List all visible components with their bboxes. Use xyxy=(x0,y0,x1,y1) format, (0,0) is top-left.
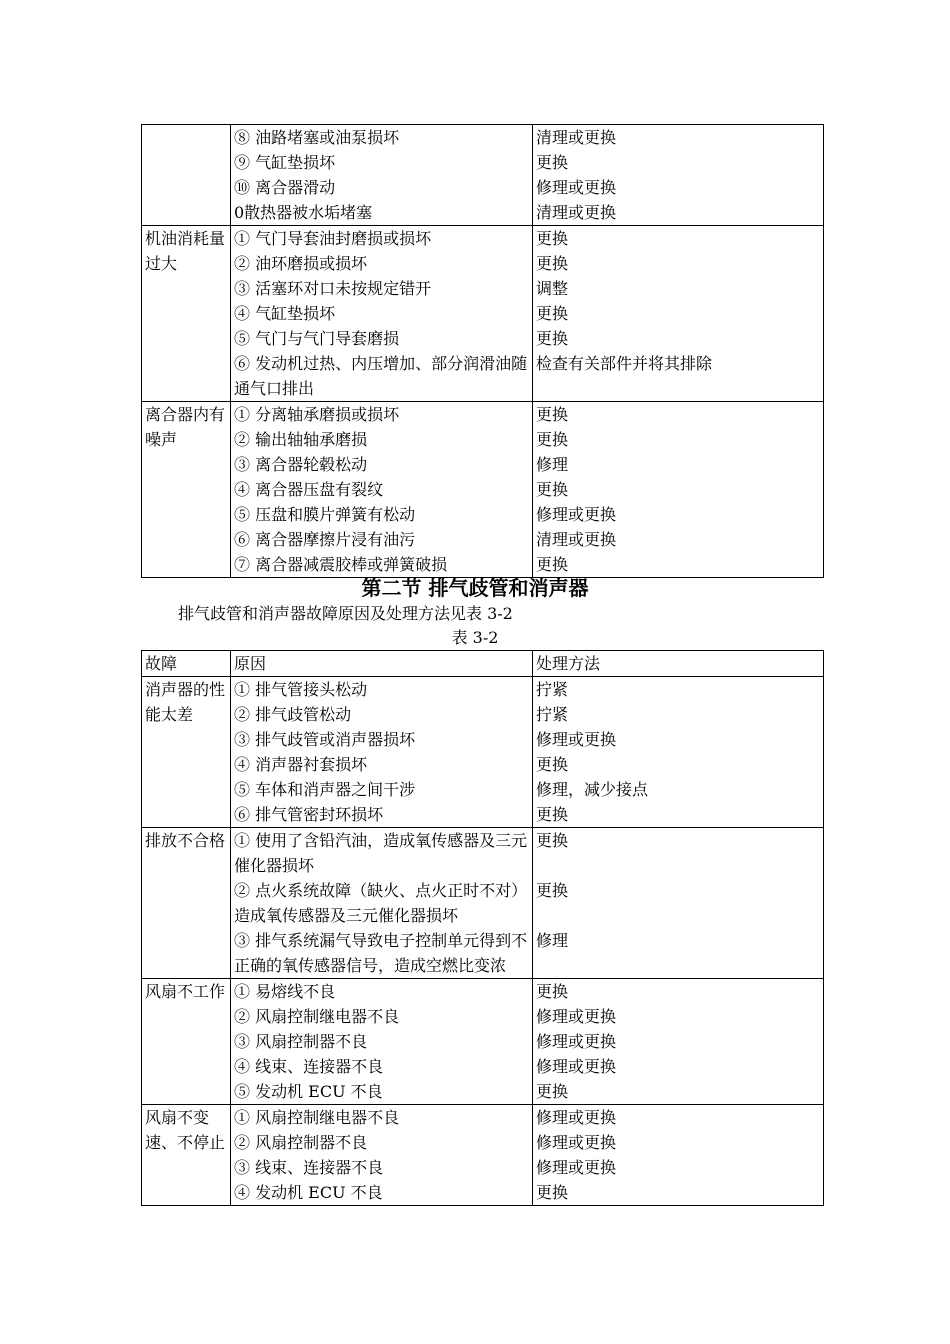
cause-item: ⑤ 气门与气门导套磨损 xyxy=(234,329,400,348)
cause-cell xyxy=(231,677,533,828)
exhaust-fault-table xyxy=(141,650,824,1206)
method-item: 更换 xyxy=(536,1082,569,1101)
table-row xyxy=(142,1105,824,1206)
method-cell xyxy=(533,1105,824,1206)
method-item: 修理，减少接点 xyxy=(536,780,649,799)
cause-cell xyxy=(231,1105,533,1206)
fault-cell: 风扇不变速、不停止 xyxy=(142,1105,231,1206)
table-row xyxy=(142,677,824,828)
method-item: 更换 xyxy=(536,831,569,850)
method-item: 调整 xyxy=(536,279,569,298)
cause-item: ① 气门导套油封磨损或损坏 xyxy=(234,229,432,248)
method-item: 更换 xyxy=(536,982,569,1001)
cause-item: ⑩ 离合器滑动 xyxy=(234,178,336,197)
header-cause: 原因 xyxy=(231,651,533,677)
fault-cell: 风扇不工作 xyxy=(142,979,231,1105)
intro-paragraph: 排气歧管和消声器故障原因及处理方法见表 3-2 xyxy=(178,604,513,623)
fault-cell: 离合器内有噪声 xyxy=(142,402,231,578)
method-cell xyxy=(533,828,824,979)
method-item: 修理或更换 xyxy=(536,1032,617,1051)
cause-item: ⑤ 车体和消声器之间干涉 xyxy=(234,780,416,799)
cause-item: ⑥ 离合器摩擦片浸有油污 xyxy=(234,530,416,549)
method-item: 修理或更换 xyxy=(536,178,617,197)
cause-cell xyxy=(231,979,533,1105)
cause-item: ② 风扇控制器不良 xyxy=(234,1133,368,1152)
cause-item: 0散热器被水垢堵塞 xyxy=(234,203,373,222)
cause-item: ④ 线束、连接器不良 xyxy=(234,1057,384,1076)
method-item: 修理或更换 xyxy=(536,505,617,524)
cause-item: ④ 消声器衬套损坏 xyxy=(234,755,368,774)
method-item: 清理或更换 xyxy=(536,530,617,549)
method-item: 更换 xyxy=(536,1183,569,1202)
method-item: 更换 xyxy=(536,480,569,499)
method-item: 更换 xyxy=(536,254,569,273)
method-item: 拧紧 xyxy=(536,705,569,724)
cause-item: ① 排气管接头松动 xyxy=(234,680,368,699)
cause-item: ① 分离轴承磨损或损坏 xyxy=(234,405,400,424)
cause-cell xyxy=(231,125,533,226)
fault-cell xyxy=(142,125,231,226)
cause-item: ④ 发动机 ECU 不良 xyxy=(234,1183,383,1202)
table-caption: 表 3-2 xyxy=(451,628,499,647)
table-row xyxy=(142,979,824,1105)
method-item: 更换 xyxy=(536,555,569,574)
cause-item: ② 点火系统故障（缺火、点火正时不对）造成氧传感器及三元催化器损坏 xyxy=(234,881,528,925)
table-row xyxy=(142,828,824,979)
table-header-row xyxy=(142,651,824,677)
cause-item: ⑦ 离合器减震胶棒或弹簧破损 xyxy=(234,555,448,574)
cause-item: ② 输出轴轴承磨损 xyxy=(234,430,368,449)
method-item: 修理 xyxy=(536,455,569,474)
cause-item: ⑤ 发动机 ECU 不良 xyxy=(234,1082,383,1101)
method-item: 修理或更换 xyxy=(536,1133,617,1152)
cause-item: ⑤ 压盘和膜片弹簧有松动 xyxy=(234,505,416,524)
method-item: 更换 xyxy=(536,881,569,900)
cause-item: ③ 风扇控制器不良 xyxy=(234,1032,368,1051)
cause-item: ⑨ 气缸垫损坏 xyxy=(234,153,336,172)
method-item: 修理或更换 xyxy=(536,730,617,749)
header-method: 处理方法 xyxy=(533,651,824,677)
cause-item: ② 油环磨损或损坏 xyxy=(234,254,368,273)
method-item: 更换 xyxy=(536,755,569,774)
fault-cell: 消声器的性能太差 xyxy=(142,677,231,828)
cause-item: ③ 排气系统漏气导致电子控制单元得到不正确的氧传感器信号，造成空燃比变浓 xyxy=(234,931,528,975)
table-row xyxy=(142,402,824,578)
fault-cell: 机油消耗量过大 xyxy=(142,226,231,402)
table-row xyxy=(142,226,824,402)
method-item: 更换 xyxy=(536,405,569,424)
cause-cell xyxy=(231,828,533,979)
cause-item: ⑥ 排气管密封环损坏 xyxy=(234,805,384,824)
cause-item: ④ 离合器压盘有裂纹 xyxy=(234,480,384,499)
method-item: 修理或更换 xyxy=(536,1057,617,1076)
cause-item: ② 排气歧管松动 xyxy=(234,705,352,724)
method-item: 更换 xyxy=(536,430,569,449)
cause-cell xyxy=(231,226,533,402)
cause-cell xyxy=(231,402,533,578)
method-cell xyxy=(533,979,824,1105)
method-item: 修理或更换 xyxy=(536,1108,617,1127)
cause-item: ① 风扇控制继电器不良 xyxy=(234,1108,400,1127)
cause-item: ③ 活塞环对口未按规定错开 xyxy=(234,279,432,298)
table-row xyxy=(142,125,824,226)
cause-item: ① 易熔线不良 xyxy=(234,982,336,1001)
method-item: 清理或更换 xyxy=(536,203,617,222)
method-item: 修理或更换 xyxy=(536,1158,617,1177)
method-item: 更换 xyxy=(536,805,569,824)
fault-table-continued xyxy=(141,124,824,578)
cause-item: ② 风扇控制继电器不良 xyxy=(234,1007,400,1026)
fault-cell: 排放不合格 xyxy=(142,828,231,979)
cause-item: ③ 排气歧管或消声器损坏 xyxy=(234,730,416,749)
cause-item: ④ 气缸垫损坏 xyxy=(234,304,336,323)
method-item: 更换 xyxy=(536,329,569,348)
header-fault: 故障 xyxy=(142,651,231,677)
section-title: 第二节 排气歧管和消声器 xyxy=(361,576,589,600)
cause-item: ⑥ 发动机过热、内压增加、部分润滑油随通气口排出 xyxy=(234,354,528,398)
cause-item: ⑧ 油路堵塞或油泵损坏 xyxy=(234,128,400,147)
method-item: 更换 xyxy=(536,153,569,172)
method-item: 更换 xyxy=(536,304,569,323)
method-cell xyxy=(533,226,824,402)
method-cell xyxy=(533,677,824,828)
method-cell xyxy=(533,402,824,578)
method-item: 清理或更换 xyxy=(536,128,617,147)
method-item: 修理 xyxy=(536,931,569,950)
method-item: 更换 xyxy=(536,229,569,248)
cause-item: ③ 线束、连接器不良 xyxy=(234,1158,384,1177)
method-item: 修理或更换 xyxy=(536,1007,617,1026)
method-item: 拧紧 xyxy=(536,680,569,699)
cause-item: ① 使用了含铅汽油，造成氧传感器及三元催化器损坏 xyxy=(234,831,528,875)
cause-item: ③ 离合器轮毂松动 xyxy=(234,455,368,474)
method-cell xyxy=(533,125,824,226)
method-item: 检查有关部件并将其排除 xyxy=(536,354,713,373)
